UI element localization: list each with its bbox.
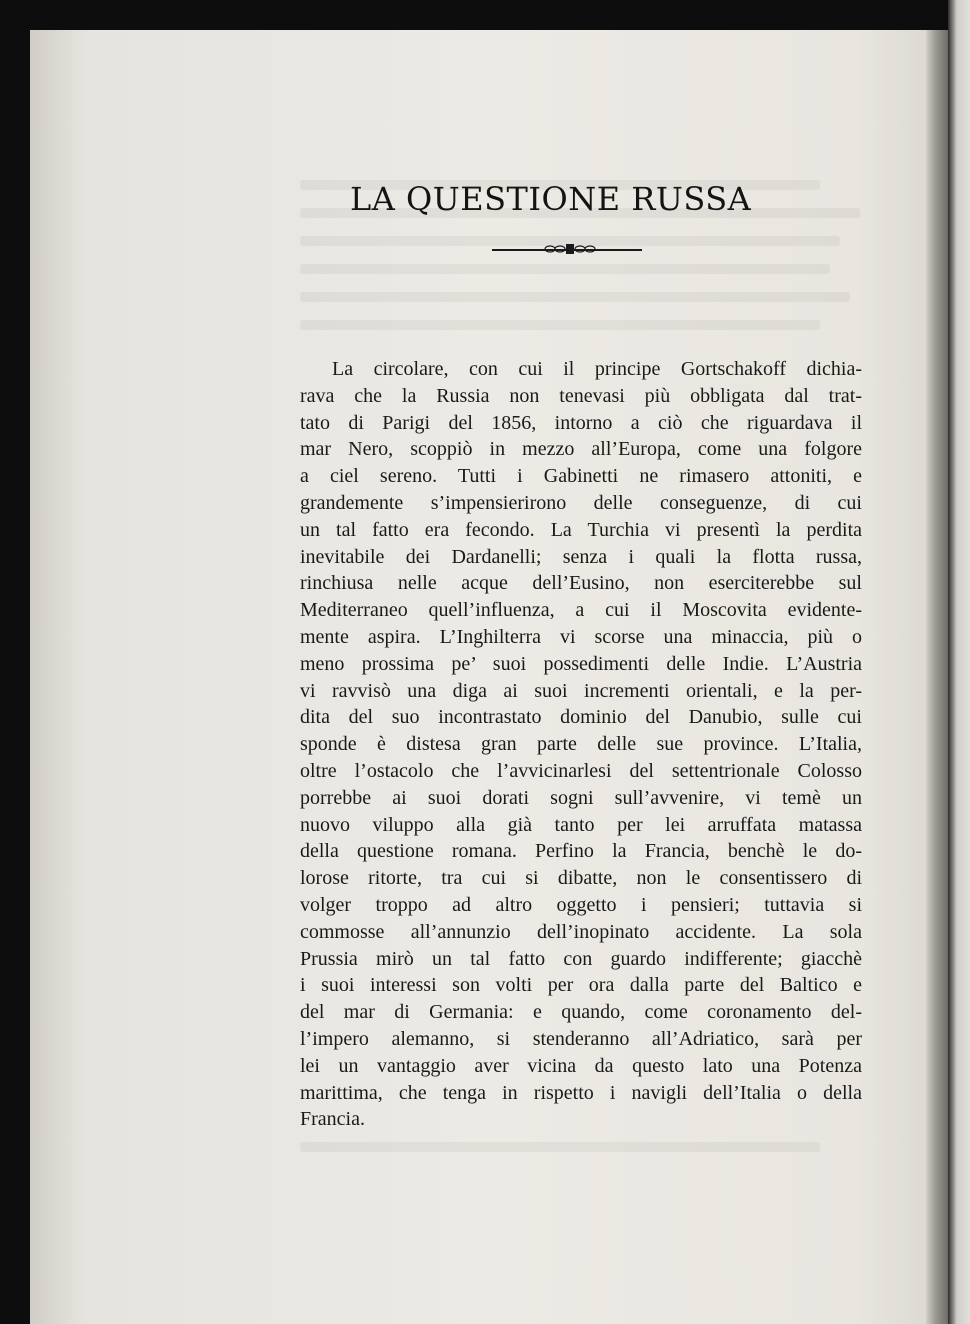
text-line: Mediterraneo quell’influenza, a cui il Moscovita evidente- xyxy=(300,599,862,622)
ornamental-rule-icon xyxy=(492,238,642,260)
text-line: marittima, che tenga in rispetto i navigli dell’Italia o della xyxy=(300,1081,862,1104)
page-title: LA QUESTIONE RUSSA xyxy=(350,180,752,218)
text-line: lei un vantaggio aver vicina da questo lato una Potenza xyxy=(300,1054,862,1077)
text-line: nuovo viluppo alla già tanto per lei arruffata matassa xyxy=(300,813,862,836)
body-paragraph xyxy=(300,356,862,1133)
page-edge-shadow xyxy=(926,30,948,1324)
text-line: rava che la Russia non tenevasi più obbligata dal trat- xyxy=(300,384,862,407)
text-line: Prussia mirò un tal fatto con guardo indifferente; giacchè xyxy=(300,947,862,970)
text-line: La circolare, con cui il principe Gortschakoff dichia- xyxy=(332,358,862,380)
text-line: oltre l’ostacolo che l’avvicinarlesi del settentrionale Colosso xyxy=(300,759,862,782)
text-line: del mar di Germania: e quando, come coronamento del- xyxy=(300,1001,862,1024)
text-line: della questione romana. Perfino la Francia, benchè le do- xyxy=(300,840,862,863)
text-line: a ciel sereno. Tutti i Gabinetti ne rimasero attoniti, e xyxy=(300,465,862,488)
text-line: tato di Parigi del 1856, intorno a ciò che riguardava il xyxy=(300,411,862,434)
text-line: i suoi interessi son volti per ora dalla parte del Baltico e xyxy=(300,974,862,997)
text-line: grandemente s’impensierirono delle conseguenze, di cui xyxy=(300,491,862,514)
text-line: rinchiusa nelle acque dell’Eusino, non eserciterebbe sul xyxy=(300,572,862,595)
text-line: volger troppo ad altro oggetto i pensieri; tuttavia si xyxy=(300,893,862,916)
text-line: sponde è distesa gran parte delle sue province. L’Italia, xyxy=(300,733,862,756)
text-line: porrebbe ai suoi dorati sogni sull’avvenire, vi temè un xyxy=(300,786,862,809)
text-line: dita del suo incontrastato dominio del Danubio, sulle cui xyxy=(300,706,862,729)
next-page-edge xyxy=(948,0,970,1324)
text-line: vi ravvisò una diga ai suoi incrementi orientali, e la per- xyxy=(300,679,862,702)
text-line: inevitabile dei Dardanelli; senza i quali la flotta russa, xyxy=(300,545,862,568)
text-line: Francia. xyxy=(300,1108,365,1131)
text-line: mar Nero, scoppiò in mezzo all’Europa, come una folgore xyxy=(300,438,862,461)
text-line: meno prossima pe’ suoi possedimenti delle Indie. L’Austria xyxy=(300,652,862,675)
text-line: commosse all’annunzio dell’inopinato accidente. La sola xyxy=(300,920,862,943)
text-line: l’impero alemanno, si stenderanno all’Adriatico, sarà per xyxy=(300,1027,862,1050)
text-line: lorose ritorte, tra cui si dibatte, non le consentissero di xyxy=(300,867,862,890)
text-line: un tal fatto era fecondo. La Turchia vi presentì la perdita xyxy=(300,518,862,541)
text-line: mente aspira. L’Inghilterra vi scorse una minaccia, più o xyxy=(300,625,862,648)
